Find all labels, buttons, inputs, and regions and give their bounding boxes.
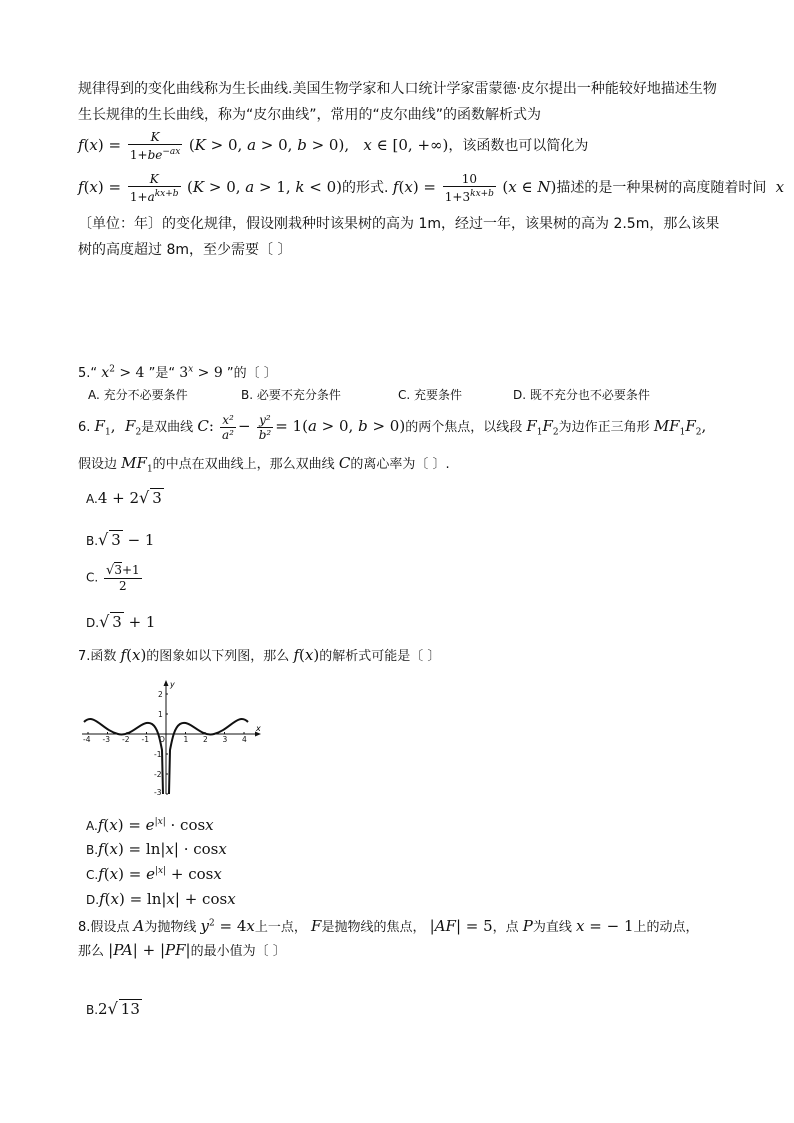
q7-option-b[interactable]: B.f(x) = ln|x| · cosx	[86, 840, 227, 858]
intro-line-3: f(x) = $\frac{K}{1+be^{-ax}}$ (K > 0, a > 0, b > 0), x ∈ [0, +∞)，该函数也可以简化为	[78, 130, 589, 162]
intro-line-4-tail: 描述的是一种果树的高度随着时间	[556, 180, 767, 196]
q5-option-d[interactable]: D. 既不充分也不必要条件	[513, 388, 650, 402]
x-tick-label: -2	[122, 735, 130, 744]
q6-option-a[interactable]: A.4 + 2√ 3	[86, 488, 162, 507]
y-tick-label: -3	[154, 788, 162, 797]
y-tick-label: -1	[154, 750, 162, 759]
y-tick-label: 2	[158, 690, 163, 699]
curve-right-branch	[169, 719, 248, 794]
q7-option-d[interactable]: D.f(x) = ln|x| + cosx	[86, 890, 236, 908]
q6-option-c[interactable]: C. $\frac{√3+1}{2}$	[86, 563, 140, 593]
pearl-fraction: $\frac{K}{1+be^{-ax}}$	[129, 130, 181, 162]
q6-stem-line-1: 6. $F_1$, $F_2$是双曲线 C: $\frac{\text{x²}}{\text{a²}}$ − $\frac{\text{y²}}{\text{b²}}$ = 1(a > 0, b > 0)的两个焦点，以线段 $F_1F_2$为边作正三角形 $MF_1F_2$,	[78, 413, 707, 442]
x-tick-label: -1	[141, 735, 149, 744]
q5-option-a[interactable]: A. 充分不必要条件	[88, 388, 188, 402]
q7-option-a[interactable]: $A.f(x) = e^{|x|} \cdot \cos x$	[86, 816, 214, 834]
x-tick-label: 2	[203, 735, 208, 744]
y-tick-label: -2	[154, 770, 162, 779]
x-tick-label: 3	[222, 735, 228, 744]
intro-line-4: f(x) = $\frac{K}{1+a^{kx+b}}$ (K > 0, a > 1, k < 0)的形式. f(x) = $\frac{10}{1+3^{kx+b}}$ (x ∈ N)描述的是一种果树的高度随着时间 x	[78, 172, 785, 204]
y-axis-arrow	[164, 680, 169, 686]
intro-line-5: 〔单位：年〕的变化规律，假设刚栽种时该果树的高为 1m，经过一年，该果树的高为 2.5m，那么该果	[78, 216, 720, 232]
q6-option-b[interactable]: B.√ 3 − 1	[86, 530, 155, 549]
intro-line-6: 树的高度超过 8m，至少需要〔 〕	[78, 242, 292, 258]
x-tick-label: 4	[242, 735, 247, 744]
x-tick-label: 1	[183, 735, 189, 744]
q8-option-b[interactable]: B.2√ 13	[86, 999, 140, 1018]
q6-stem-line-2: 假设边 $MF_1$的中点在双曲线上，那么双曲线 C的离心率为〔 〕.	[78, 454, 450, 475]
intro-line-1: 规律得到的变化曲线称为生长曲线.美国生物学家和人口统计学家雷蒙德·皮尔提出一种能较好地描述生物	[78, 81, 717, 97]
x-axis-label: x	[256, 724, 261, 733]
q8-stem-line-2: 那么 |PA| + |PF|的最小值为〔 〕	[78, 941, 286, 959]
q7-stem: 7.函数 f(x)的图象如以下列图，那么 f(x)的解析式可能是〔 〕	[78, 646, 441, 664]
q6-option-d[interactable]: D.√ 3 + 1	[86, 612, 156, 631]
q8-stem-line-1: 8.假设点 A为抛物线 $y^2 = 4x$上一点， F是抛物线的焦点， |AF| = 5，点 P为直线 x = − 1上的动点，	[78, 917, 699, 935]
curve-left-branch	[84, 719, 163, 794]
origin-label: O	[159, 735, 165, 744]
q7-function-graph	[80, 678, 266, 798]
q5-option-b[interactable]: B. 必要不充分条件	[241, 388, 341, 402]
q5-stem: 5.“ $x^2 > 4$ ”是“ $3^x > 9$ ”的〔 〕	[78, 364, 277, 381]
q7-option-c[interactable]: $C.f(x) = e^{|x|} + \cos x$	[86, 865, 222, 883]
x-tick-label: -4	[83, 735, 91, 744]
x-tick-label: -3	[102, 735, 110, 744]
intro-line-4-mid: 的形式.	[342, 180, 389, 196]
y-tick-label: 1	[158, 710, 163, 719]
intro-line-3-tail: ，该函数也可以简化为	[448, 138, 589, 154]
y-axis-label: y	[170, 680, 175, 689]
intro-line-2: 生长规律的生长曲线，称为“皮尔曲线”，常用的“皮尔曲线”的函数解析式为	[78, 107, 542, 123]
q5-option-c[interactable]: C. 充要条件	[398, 388, 463, 402]
